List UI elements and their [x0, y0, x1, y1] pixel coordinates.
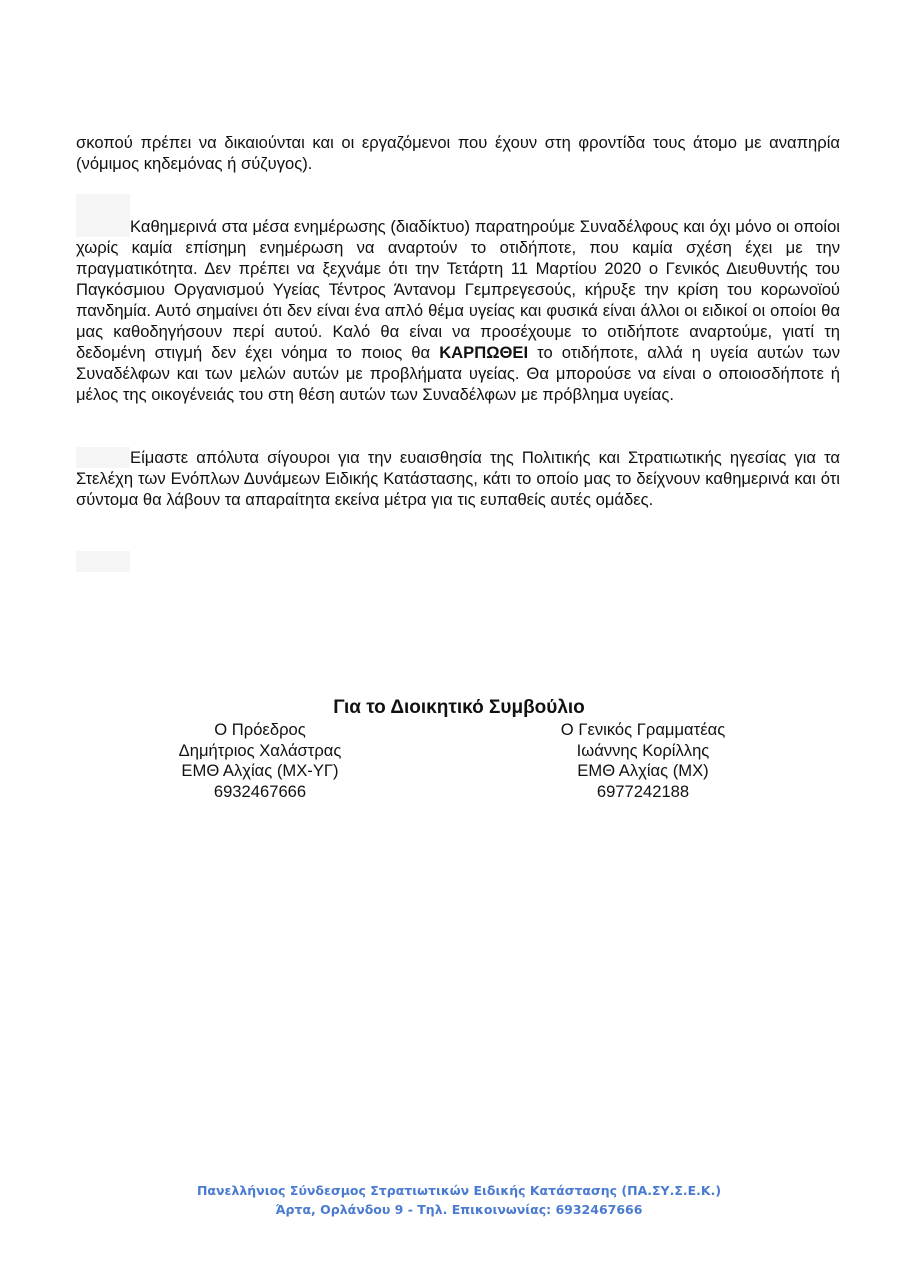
page-footer — [0, 1181, 906, 1219]
paragraph-3-text: Είμαστε απόλυτα σίγουροι για την ευαισθησία της Πολιτικής και Στρατιωτικής ηγεσίας για τα Στελέχη των Ενόπλων Δυνάμεων Ειδικής Κατάστασης, κάτι το οποίο μας το δείχνουν καθημερινά και ότι σύντομα θα λάβουν τα απαραίτητα εκείνα μέτρα για τις ευπαθείς αυτές ομάδες. — [76, 448, 840, 509]
signature-title: Για το Διοικητικό Συμβούλιο — [333, 697, 585, 718]
signature-secretary — [493, 720, 793, 802]
paragraph-1 — [76, 132, 840, 174]
secretary-phone: 6977242188 — [596, 781, 690, 801]
president-name: Δημήτριος Χαλάστρας — [178, 740, 342, 760]
secretary-role: Ο Γενικός Γραμματέας — [560, 720, 726, 739]
paragraph-2-text-end: το οτιδήποτε, αλλά η υγεία αυτών των Συναδέλφων και των μελών αυτών με προβλήματα υγείας. Θα μπορούσε να είναι ο οποιοσδήποτε ή μέλος της οικογένειάς του στη θέση αυτών των Συναδέλφων με πρόβλημα υγείας. — [76, 343, 840, 404]
paragraph-3 — [76, 447, 840, 510]
paragraph-2-text-start: Καθημερινά στα μέσα ενημέρωσης (διαδίκτυο) παρατηρούμε Συναδέλφους και όχι μόνο οι οποίοι χωρίς καμία επίσημη ενημέρωση να αναρτούν το οτιδήποτε, που καμία σχέση έχει με την πραγματικότητα. Δεν πρέπει να ξεχνάμε ότι την Τετάρτη 11 Μαρτίου 2020 ο Γενικός Διευθυντής του Παγκόσμιου Οργανισμού Υγείας Τέντρος Άντανομ Γεμπρεγεσούς, κήρυξε την κρίση του κορωνοϊού πανδημία. Αυτό σημαίνει ότι δεν είναι ένα απλό θέμα υγείας και φυσικά είναι άλλοι οι ειδικοί οι οποίοι θα μας καθοδηγήσουν περί αυτού. Καλό θα είναι να προσέχουμε το οτιδήποτε αναρτούμε, γιατί τη δεδομένη στιγμή δεν έχει νόημα το ποιος θα — [76, 217, 840, 362]
footer-address: Άρτα, Ορλάνδου 9 - Τηλ. Επικοινωνίας: 6932467666 — [275, 1202, 643, 1217]
secretary-name: Ιωάννης Κορίλλης — [576, 740, 710, 760]
footer-organization: Πανελλήνιος Σύνδεσμος Στρατιωτικών Ειδικής Κατάστασης (ΠΑ.ΣΥ.Σ.Ε.Κ.) — [196, 1183, 722, 1198]
indent-shading — [76, 551, 130, 572]
president-phone: 6932467666 — [213, 781, 307, 801]
president-rank: ΕΜΘ Αλχίας (ΜΧ-ΥΓ) — [181, 761, 339, 780]
paragraph-2 — [76, 216, 840, 405]
secretary-rank: ΕΜΘ Αλχίας (ΜΧ) — [577, 761, 709, 780]
paragraph-2-bold-word: ΚΑΡΠΩΘΕΙ — [439, 343, 529, 362]
signature-president — [110, 720, 410, 802]
paragraph-1-text: σκοπού πρέπει να δικαιούνται και οι εργαζόμενοι που έχουν στη φροντίδα τους άτομο με αναπηρία (νόμιμος κηδεμόνας ή σύζυγος). — [76, 133, 840, 173]
president-role: Ο Πρόεδρος — [214, 720, 306, 739]
